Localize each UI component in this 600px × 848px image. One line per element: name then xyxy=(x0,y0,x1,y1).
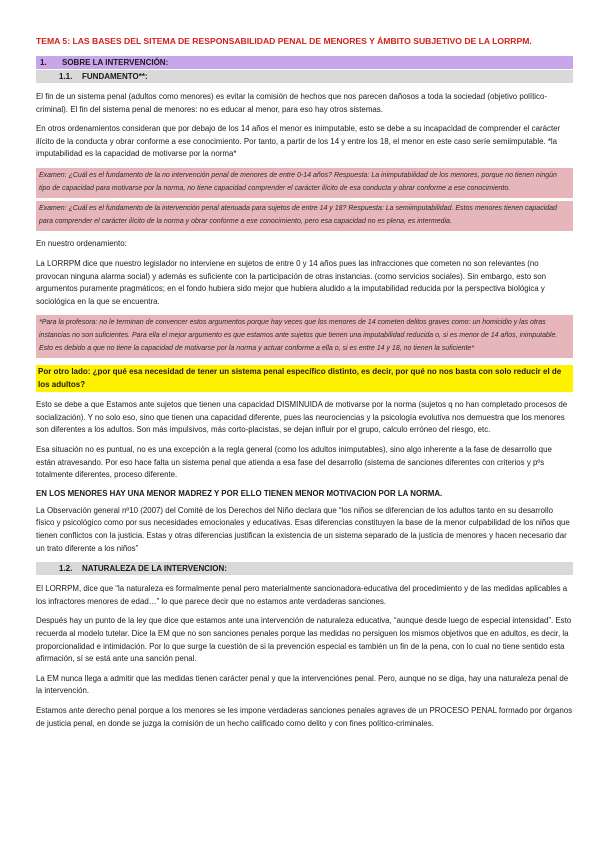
paragraph-observacion-general: La Observación general nº10 (2007) del Comité de los Derechos del Niño declara que “los niños se diferencian de los adultos tanto en su desarrollo físico y psicológico como por sus necesidades emocionales y educativas. Esas diferencias constituyen la base de la menor culpabilidad de los niños que tienen conflictos con la justicia. Estas y otras diferencias justifican la existencia de un sistema separado de la justicia de menores y hacen necesario dar un trato diferente a los niños” xyxy=(36,505,570,553)
paragraph-otros-ordenamientos: En otros ordenamientos consideran que por debajo de los 14 años el menor es inimputable, esto se debe a su incapacidad de comprender el carácter ilícito de la conducta y obrar conforme a ese conocimiento. Por tanto, a partir de los 14 y entre los 18, el menor en este caso seríe semiimputable. *la imputabilidad es la capacidad de motivarse por la norma* xyxy=(36,124,561,159)
exam-note-text: Examen: ¿Cuál es el fundamento de la intervención penal atenuada para sujetos de entre 14 y 18? Respuesta: La semiimputabilidad. Estos menores tienen capacidad para comprender el carácter ilícito de la norma y obrar conforme a ese conocimiento, pero esa capacidad no es plena, es intermedia. xyxy=(39,205,557,225)
paragraph-lorrpm: La LORRPM dice que nuestro legislador no interviene en sujetos de entre 0 y 14 años pues las infracciones que cometen no son relevantes (no provocan ninguna alarma social) y además es suficiente con la participación de otras instancias. (como servicios sociales). Sin embargo, esto son argumentos puramente pragmáticos; en el fondo hubiera sido mejor que hubiera aludido a la imputabilidad reducida por la perspectiva biológica y sociológica en la que se encuentra. xyxy=(36,258,547,306)
exam-note-text: Examen: ¿Cuál es el fundamento de la no intervención penal de menores de entre 0-14 años? Respuesta: La inimputabilidad de los menores, porque no tienen ningún tipo de capacidad para motivarse por la norma, no tiene capacidad comprender el carácter ilícito de esa conducta y obrar conforme a ese conocimiento. xyxy=(39,171,557,192)
paragraph-em-caracter-penal: La EM nunca llega a admitir que las medidas tienen carácter penal y que la intervenciónes penal. Pero, aunque no se diga, hay una naturaleza penal de la intervención. xyxy=(36,673,569,696)
paragraph-fin-sistema-penal: El fin de un sistema penal (adultos como menores) es evitar la comisión de hechos que nos parecen dañosos a toda la sociedad (objetivo político-criminal). El fin del sistema penal de menores: no es educar al menor, para eso hay otros sistemas. xyxy=(36,92,547,114)
document-title: TEMA 5: LAS BASES DEL SITEMA DE RESPONSABILIDAD PENAL DE MENORES Y ÁMBITO SUBJETIVO DE LA LORRPM. xyxy=(36,36,532,46)
professor-note-text: *Para la profesora: no le terminan de convencer estos argumentos porque hay veces que los menores de 14 cometen delitos graves como: un homicidio y las otras instancias no son suficientes. Para ella el mejor argumento es que estamos ante sujetos que tienen una imputabilidad reducida o, si es menor de 14 años, inimputable. Esto es debido a que no tiene la capacidad de motivarse por la norma y actuar conforme a ella o, si es entre 14 y 18, no tienen la suficiente* xyxy=(39,319,558,352)
paragraph-capacidad-disminuida: Esto se debe a que Estamos ante sujetos que tienen una capacidad DISMINUIDA de motivarse por la norma (sujetos q no han completado procesos de socialización). Y no solo eso, sino que tienen una capacidad diferente, pues las neurociencias y la psicología evolutiva nos demuestra que los menores son diferentes a los adultos. Son más impulsivos, más corto-placistas, se dejan influir por el grupo, calculo erróneo del riesgo, etc. xyxy=(36,400,568,435)
subsection-number: 1.2. xyxy=(59,564,73,574)
professor-note-group xyxy=(36,315,573,358)
subsection-label: FUNDAMENTO**: xyxy=(82,72,148,81)
subsection-label: NATURALEZA DE LA INTERVENCION: xyxy=(82,564,227,574)
professor-note xyxy=(36,315,573,358)
subsection-heading-naturaleza xyxy=(36,562,573,575)
subsection-number: 1.1. xyxy=(59,72,73,81)
exam-note-group xyxy=(36,168,573,231)
section-heading-intervencion xyxy=(36,56,573,69)
highlighted-question: Por otro lado: ¿por qué esa necesidad de tener un sistema penal específico distinto, es decir, por qué no nos basta con solo reducir el de los adultos? xyxy=(36,365,573,392)
paragraph-derecho-penal: Estamos ante derecho penal porque a los menores se les impone verdaderas sanciones penales agraves de un PROCESO PENAL formado por órganos de justicia penal, en donde se juzga la comisión de un hecho calificado como delito y con fines político-criminales. xyxy=(36,705,573,728)
section-number: 1. xyxy=(40,58,47,67)
paragraph-naturaleza-educativa: Después hay un punto de la ley que dice que estamos ante una intervención de naturaleza educativa, “aunque desde luego de especial intensidad”. Esto recuerda al modelo tutelar. Dice la EM que no son sanciones penales porque las medidas no persiguen los mismos objetivos que en adultos, es decir, la proporcionalidad e intimidación. Por lo que surge la cuestión de si la prevención especial es también un fin de la pena, con lo cual no tiene sentido esta afirmación, sí se está ante una sanción penal. xyxy=(36,616,572,664)
exam-note-0-14 xyxy=(36,168,573,198)
section-label: SOBRE LA INTERVENCIÓN: xyxy=(62,58,169,67)
uppercase-statement: EN LOS MENORES HAY UNA MENOR MADREZ Y POR ELLO TIENEN MENOR MOTIVACION POR LA NORMA. xyxy=(36,488,443,498)
paragraph-naturaleza-lorrpm: El LORRPM, dice que “la naturaleza es formalmente penal pero materialmente sancionadora-educativa del procedimiento y de las medidas aplicables a los infractores menores de edad…” lo que parece decir que no estamos ante verdaderas sanciones. xyxy=(36,584,568,606)
exam-note-14-18 xyxy=(36,201,573,231)
subsection-heading-fundamento xyxy=(36,70,573,83)
paragraph-nuestro-ordenamiento: En nuestro ordenamiento: xyxy=(36,239,127,249)
paragraph-situacion-no-puntual: Esa situación no es puntual, no es una excepción a la regla general (como los adultos inimputables), sino algo inherente a la fase de desarrollo que están atravesando. Por eso hace falta un sistema penal que atienda a esa fase del desarrollo (sistema de sanciones diferentes con criterios y pºs totalmente diferentes, proceso diferente. xyxy=(36,445,552,480)
